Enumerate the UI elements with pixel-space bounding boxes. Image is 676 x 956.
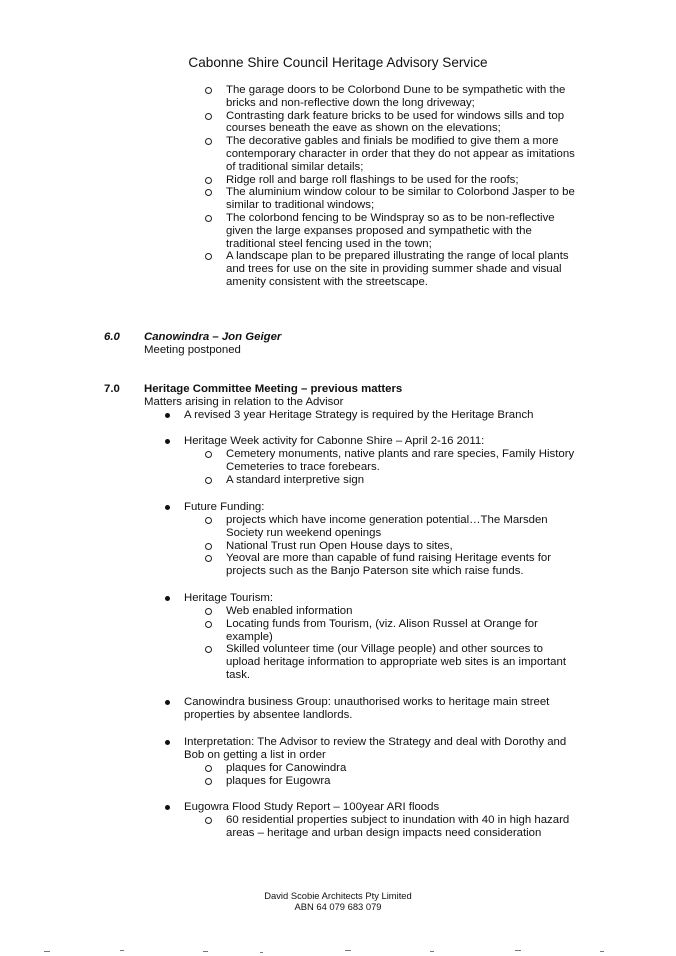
list-item: Ridge roll and barge roll flashings to be used for the roofs; [205,174,580,187]
list-item: Contrasting dark feature bricks to be used for windows sills and top courses beneath the eave as shown on the elevations; [205,110,580,136]
list-item: Yeoval are more than capable of fund raising Heritage events for projects such as the Banjo Paterson site which raise funds. [205,552,575,578]
section-7-item: Heritage Week activity for Cabonne Shire – April 2-16 2011: [165,435,585,448]
section-7-item: Eugowra Flood Study Report – 100year ARI floods [165,801,585,814]
section-6-number: 6.0 [104,331,120,343]
circle-bullet-icon [205,87,212,94]
circle-bullet-icon [205,477,212,484]
section-7-item: Heritage Tourism: [165,592,585,605]
circle-bullet-icon [205,177,212,184]
circle-bullet-icon [205,608,212,615]
section-7-sublist [205,448,575,486]
list-item: plaques for Canowindra [205,762,575,775]
footer-company: David Scobie Architects Pty Limited [264,890,412,901]
list-item: Locating funds from Tourism, (viz. Alison Russel at Orange for example) [205,618,575,644]
list-item: National Trust run Open House days to sites, [205,540,575,553]
list-item: A landscape plan to be prepared illustrating the range of local plants and trees for use on the site in providing summer shade and visual amenity consistent with the streetscape. [205,250,580,288]
list-item: Cemetery monuments, native plants and rare species, Family History Cemeteries to trace forebears. [205,448,575,474]
circle-bullet-icon [205,451,212,458]
section-7-item: Future Funding: [165,501,585,514]
scan-speck [260,952,263,953]
scan-speck [515,950,521,951]
section-7-sublist [205,514,575,578]
circle-bullet-icon [205,215,212,222]
list-item: Web enabled information [205,605,575,618]
circle-bullet-icon [205,517,212,524]
scan-speck [430,951,434,952]
section-7-item: A revised 3 year Heritage Strategy is required by the Heritage Branch [165,409,585,422]
list-item: A standard interpretive sign [205,474,575,487]
circle-bullet-icon [205,817,212,824]
section-7-sublist [205,605,575,682]
section-7-intro: Matters arising in relation to the Advisor [144,396,344,408]
section-7-number: 7.0 [104,383,120,395]
list-item: The aluminium window colour to be similar to Colorbond Jasper to be similar to traditional windows; [205,186,580,212]
list-item: plaques for Eugowra [205,775,575,788]
scan-speck [345,950,351,951]
scan-speck [44,951,50,952]
section-7-item: Canowindra business Group: unauthorised works to heritage main street properties by absentee landlords. [165,696,585,722]
list-item: projects which have income generation potential…The Marsden Society run weekend openings [205,514,575,540]
list-item: Skilled volunteer time (our Village people) and other sources to upload heritage information to appropriate web sites is an important task. [205,643,575,681]
circle-bullet-icon [205,189,212,196]
circle-bullet-icon [205,543,212,550]
circle-bullet-icon [205,765,212,772]
list-item: The decorative gables and finials be modified to give them a more contemporary character in order that they do not appear as imitations of traditional similar details; [205,135,580,173]
footer-abn: ABN 64 079 683 079 [294,901,382,912]
section-7-item: Interpretation: The Advisor to review the Strategy and deal with Dorothy and Bob on getting a list in order [165,736,585,762]
section-6-title: Canowindra – Jon Geiger [144,331,282,343]
scan-speck [600,951,604,952]
circle-bullet-icon [205,253,212,260]
circle-bullet-icon [205,621,212,628]
circle-bullet-icon [205,138,212,145]
list-item: 60 residential properties subject to inundation with 40 in high hazard areas – heritage and urban design impacts need consideration [205,814,575,840]
page-header-title: Cabonne Shire Council Heritage Advisory Service [188,55,488,70]
section-6-body: Meeting postponed [144,344,241,356]
section-7-sublist [205,762,575,788]
circle-bullet-icon [205,778,212,785]
circle-bullet-icon [205,555,212,562]
list-item: The colorbond fencing to be Windspray so as to be non-reflective given the large expanses proposed and sympathetic with the traditional steel fencing used in the town; [205,212,580,250]
list-item: The garage doors to be Colorbond Dune to be sympathetic with the bricks and non-reflective down the long driveway; [205,84,580,110]
scan-speck [203,951,208,952]
section-7-sublist [205,814,575,840]
circle-bullet-icon [205,113,212,120]
conditions-list [205,84,580,289]
scan-speck [120,950,124,951]
circle-bullet-icon [205,646,212,653]
section-7-title: Heritage Committee Meeting – previous matters [144,383,403,395]
